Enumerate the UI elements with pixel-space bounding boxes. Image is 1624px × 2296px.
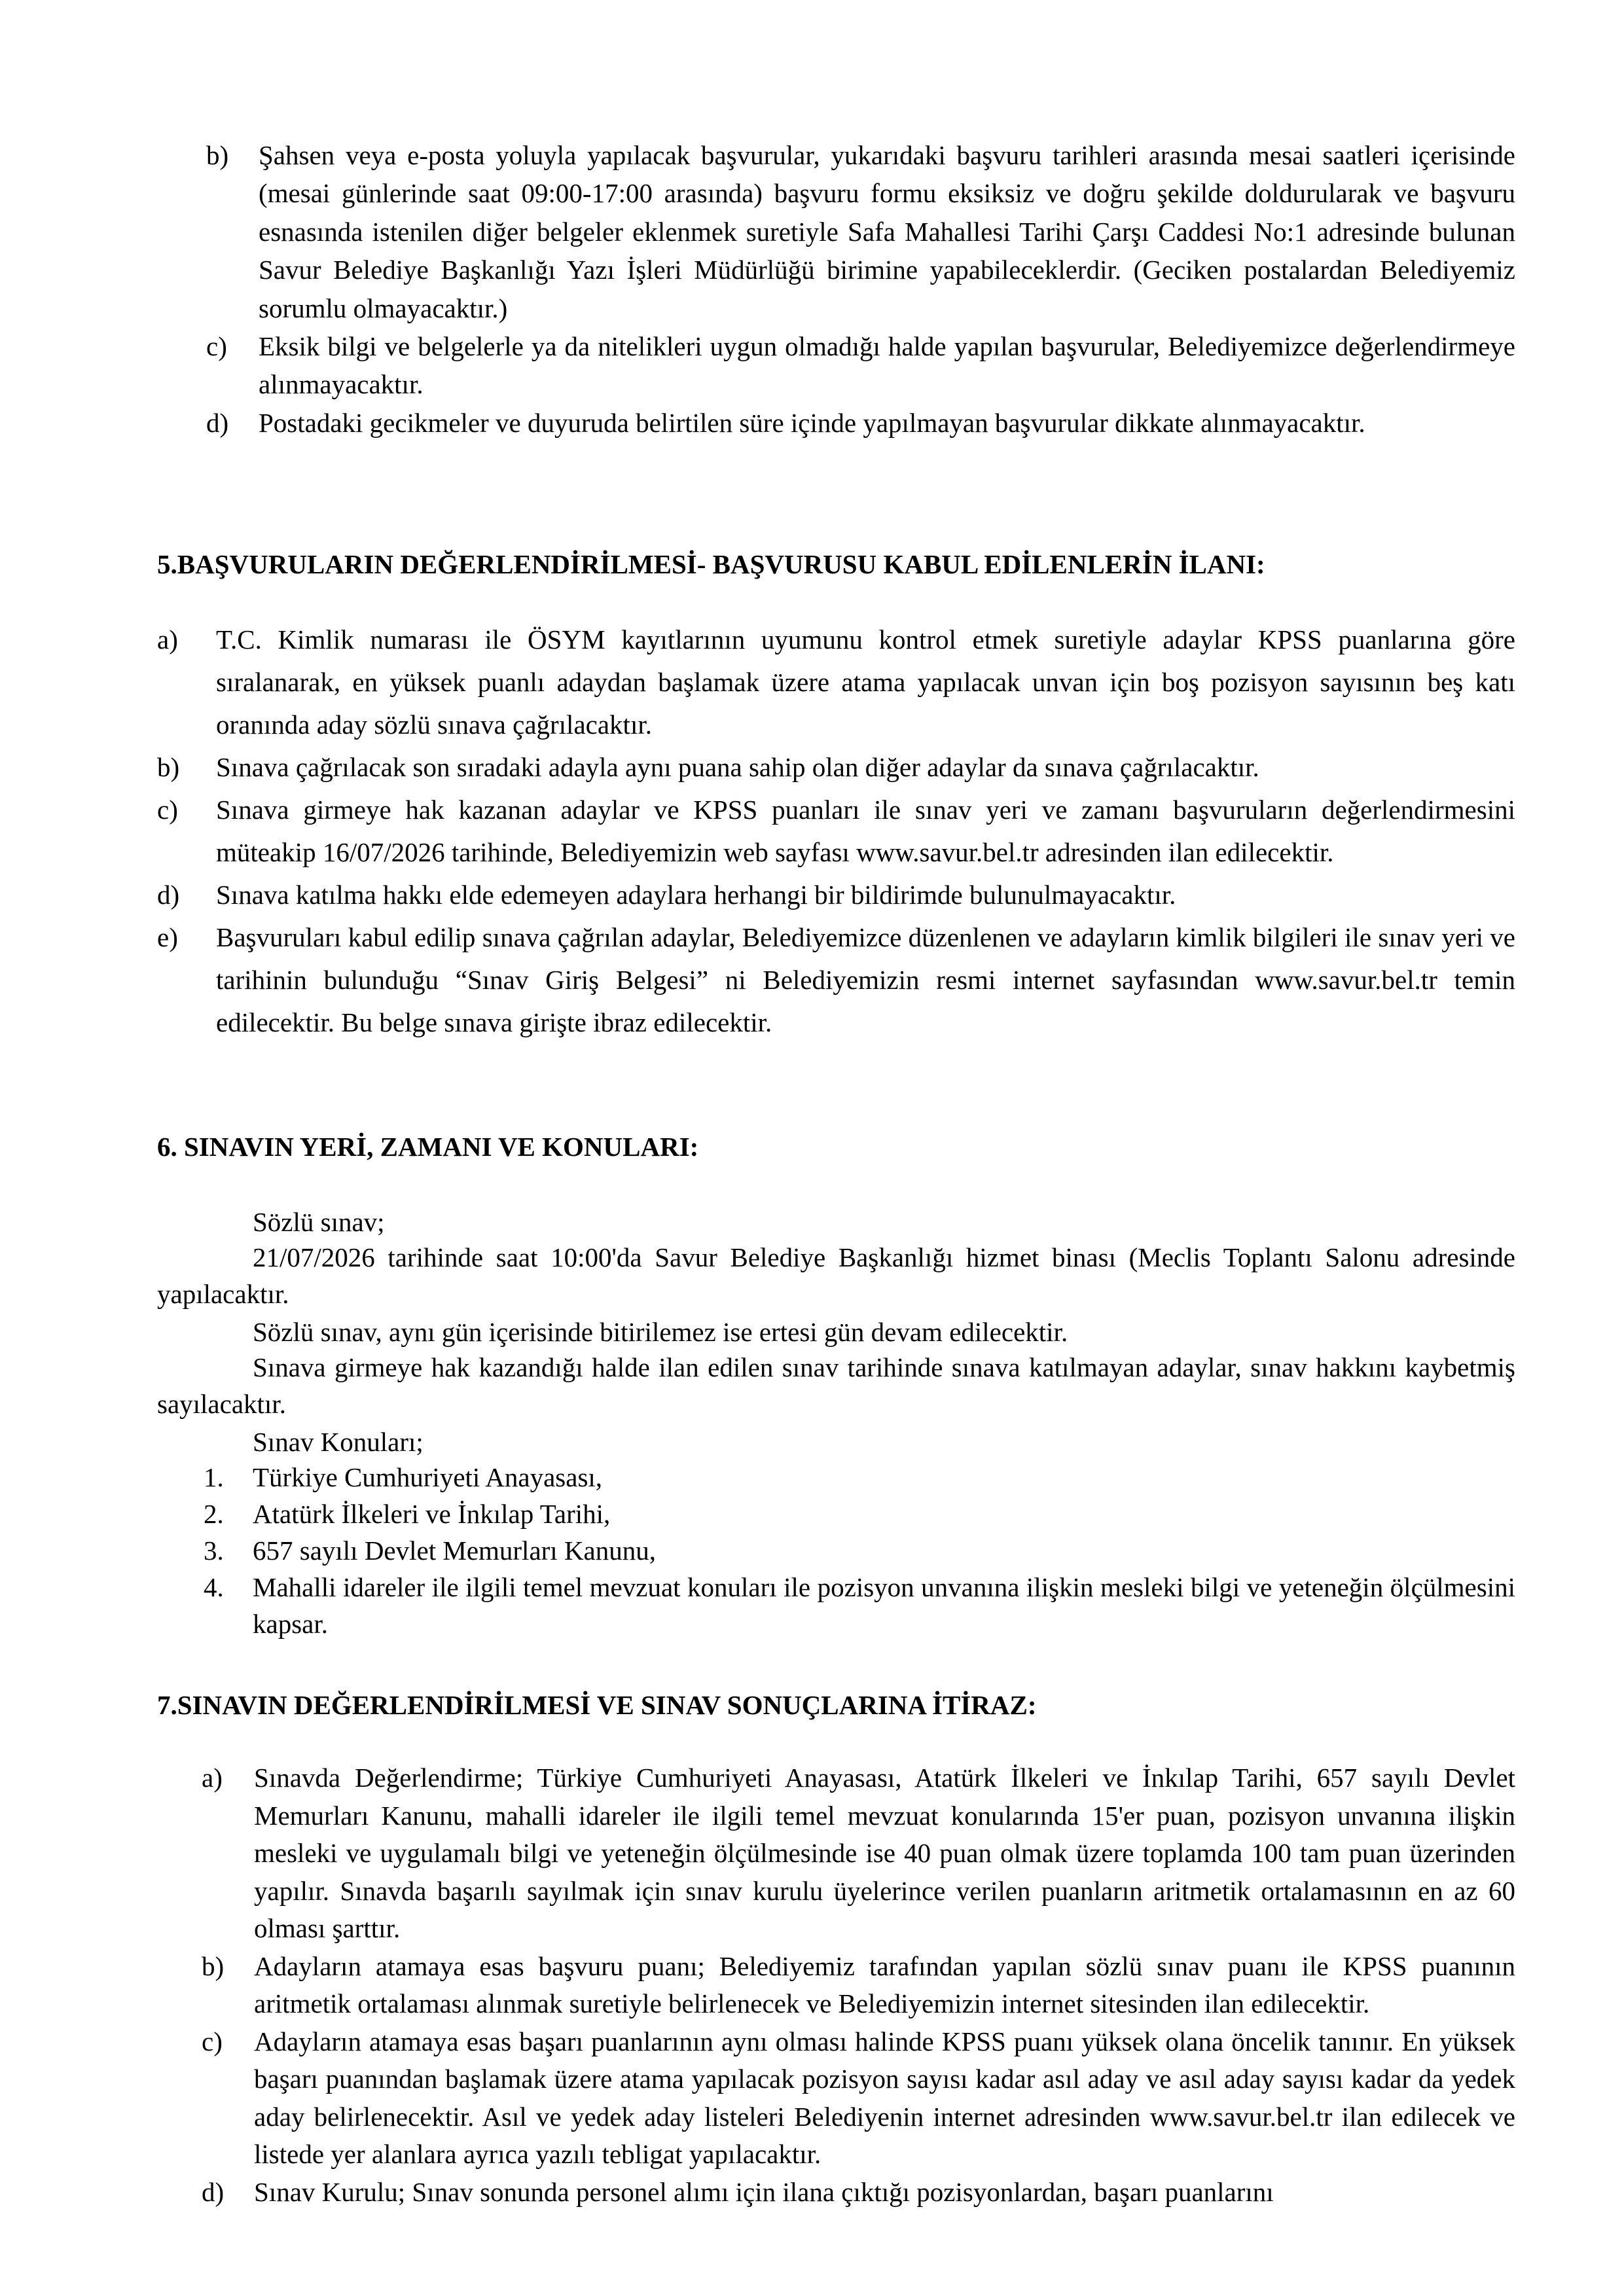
section6-heading: 6. SINAVIN YERİ, ZAMANI VE KONULARI: <box>157 1132 699 1162</box>
list-marker: a) <box>202 1763 223 1793</box>
list-item-text: Atatürk İlkeleri ve İnkılap Tarihi, <box>253 1499 611 1529</box>
list-item-text: Postadaki gecikmeler ve duyuruda belirtilen süre içinde yapılmayan başvurular dikkate alınmayacaktır. <box>259 407 1365 438</box>
list-item-text: Türkiye Cumhuriyeti Anayasası, <box>253 1462 603 1492</box>
list-item-text: 657 sayılı Devlet Memurları Kanunu, <box>253 1535 657 1566</box>
list-item-text: Sınava katılma hakkı elde edemeyen adaylara herhangi bir bildirimde bulunulmayacaktır. <box>216 880 1176 910</box>
list-item <box>204 1532 1515 1569</box>
list-item-text: Adayların atamaya esas başarı puanlarının aynı olması halinde KPSS puanı yüksek olana öncelik tanınır. En yüksek başarı puanından başlamak üzere atama yapılacak pozisyon sayısı kadar asıl aday ve asıl aday sayısı kadar da yedek aday belirlenecektir. Asıl ve yedek aday listeleri Belediyenin internet adresinden www.savur.bel.tr ilan edilecek ve listede yer alanlara ayrıca yazılı tebligat yapılacaktır. <box>254 2026 1515 2169</box>
list-item <box>206 136 1515 327</box>
list-item <box>204 1496 1515 1532</box>
list-item-text: Eksik bilgi ve belgelerle ya da nitelikleri uygun olmadığı halde yapılan başvurular, Belediyemizce değerlendirmeye alınmayacaktır. <box>259 331 1515 400</box>
list-marker: e) <box>157 922 178 952</box>
list-item-text: Adayların atamaya esas başvuru puanı; Belediyemiz tarafından yapılan sözlü sınav puanı ile KPSS puanının aritmetik ortalaması alınmak suretiyle belirlenecek ve Belediyemizin internet sitesinden ilan edilecektir. <box>254 1950 1515 2018</box>
list-item-text: Sınav Kurulu; Sınav sonunda personel alımı için ilana çıktığı pozisyonlardan, başarı puanlarını <box>254 2176 1274 2207</box>
list-item <box>202 1948 1515 2023</box>
list-item <box>202 2023 1515 2174</box>
section5-list <box>0 619 1624 1044</box>
list-marker: b) <box>206 140 229 170</box>
exam-date-location: 21/07/2026 tarihinde saat 10:00'da Savur Belediye Başkanlığı hizmet binası (Meclis Toplantı Salonu adresinde yapılacaktır. <box>157 1242 1515 1309</box>
list-marker: 2. <box>204 1499 224 1529</box>
list-marker: d) <box>206 407 229 438</box>
section4-list <box>0 136 1624 442</box>
list-item-text: Sınava girmeye hak kazanan adaylar ve KPSS puanları ile sınav yeri ve zamanı başvuruların değerlendirmesini müteakip 16/07/2026 tarihinde, Belediyemizin web sayfası www.savur.bel.tr adresinden ilan edilecektir. <box>216 795 1515 867</box>
list-item <box>157 619 1515 746</box>
list-item-text: Başvuruları kabul edilip sınava çağrılan adaylar, Belediyemizce düzenlenen ve adayların kimlik bilgileri ile sınav yeri ve tarihinin bulunduğu “Sınav Giriş Belgesi” ni Belediyemizin resmi internet sayfasından www.savur.bel.tr temin edilecektir. Bu belge sınava girişte ibraz edilecektir. <box>216 922 1515 1037</box>
list-marker: a) <box>157 624 178 655</box>
list-marker: 4. <box>204 1572 224 1602</box>
list-item <box>157 789 1515 874</box>
list-item-text: Şahsen veya e-posta yoluyla yapılacak başvurular, yukarıdaki başvuru tarihleri arasında mesai saatleri içerisinde (mesai günlerinde saat 09:00-17:00 arasında) başvuru formu eksiksiz ve doğru şekilde doldurularak ve başvuru esnasında istenilen diğer belgeler eklenmek suretiyle Safa Mahallesi Tarihi Çarşı Caddesi No:1 adresinde bulunan Savur Belediye Başkanlığı Yazı İşleri Müdürlüğü birimine yapabileceklerdir. (Geciken postalardan Belediyemiz sorumlu olmayacaktır.) <box>259 140 1515 323</box>
list-marker: b) <box>157 752 180 782</box>
list-item-text: Sınavda Değerlendirme; Türkiye Cumhuriyeti Anayasası, Atatürk İlkeleri ve İnkılap Tarihi, 657 sayılı Devlet Memurları Kanunu, mahalli idareler ile ilgili temel mevzuat konularında 15'er puan, pozisyon unvanına ilişkin mesleki ve uygulamalı bilgi ve yeteneğin ölçülmesinde ise 40 puan olmak üzere toplamda 100 tam puan üzerinden yapılır. Sınavda başarılı sayılmak için sınav kurulu üyelerince verilen puanların aritmetik ortalamasının en az 60 olması şarttır. <box>254 1763 1515 1943</box>
exam-continuation: Sözlü sınav, aynı gün içerisinde bitirilemez ise ertesi gün devam edilecektir. <box>253 1317 1068 1347</box>
list-item <box>157 746 1515 789</box>
list-marker: d) <box>157 880 180 910</box>
list-marker: 3. <box>204 1535 224 1566</box>
list-item <box>157 916 1515 1044</box>
list-marker: 1. <box>204 1462 224 1492</box>
section7-list <box>0 1759 1624 2211</box>
section7-heading: 7.SINAVIN DEĞERLENDİRİLMESİ VE SINAV SONUÇLARINA İTİRAZ: <box>157 1690 1037 1720</box>
list-item <box>204 1569 1515 1642</box>
list-marker: c) <box>202 2026 223 2056</box>
list-item-text: Mahalli idareler ile ilgili temel mevzuat konuları ile pozisyon unvanına ilişkin mesleki bilgi ve yeteneğin ölçülmesini kapsar. <box>253 1572 1515 1639</box>
section5-heading: 5.BAŞVURULARIN DEĞERLENDİRİLMESİ- BAŞVURUSU KABUL EDİLENLERİN İLANI: <box>157 549 1265 579</box>
exam-topics-label: Sınav Konuları; <box>253 1427 424 1457</box>
list-item <box>206 327 1515 404</box>
list-item-text: Sınava çağrılacak son sıradaki adayla aynı puana sahip olan diğer adaylar da sınava çağrılacaktır. <box>216 752 1259 782</box>
list-item <box>202 1759 1515 1948</box>
exam-absence-rule: Sınava girmeye hak kazandığı halde ilan edilen sınav tarihinde sınava katılmayan adaylar, sınav hakkını kaybetmiş sayılacaktır. <box>157 1352 1515 1419</box>
list-item <box>157 874 1515 916</box>
list-item <box>206 404 1515 442</box>
list-marker: b) <box>202 1950 225 1981</box>
list-item <box>204 1459 1515 1496</box>
list-marker: c) <box>157 795 178 825</box>
list-item-text: T.C. Kimlik numarası ile ÖSYM kayıtlarının uyumunu kontrol etmek suretiyle adaylar KPSS puanlarına göre sıralanarak, en yüksek puanlı adaydan başlamak üzere atama yapılacak unvan için boş pozisyon sayısının beş katı oranında aday sözlü sınava çağrılacaktır. <box>216 624 1515 740</box>
list-marker: c) <box>206 331 227 362</box>
exam-topics-list <box>0 1459 1624 1642</box>
list-marker: d) <box>202 2176 225 2207</box>
list-item <box>202 2174 1515 2212</box>
oral-exam-label: Sözlü sınav; <box>253 1207 385 1237</box>
